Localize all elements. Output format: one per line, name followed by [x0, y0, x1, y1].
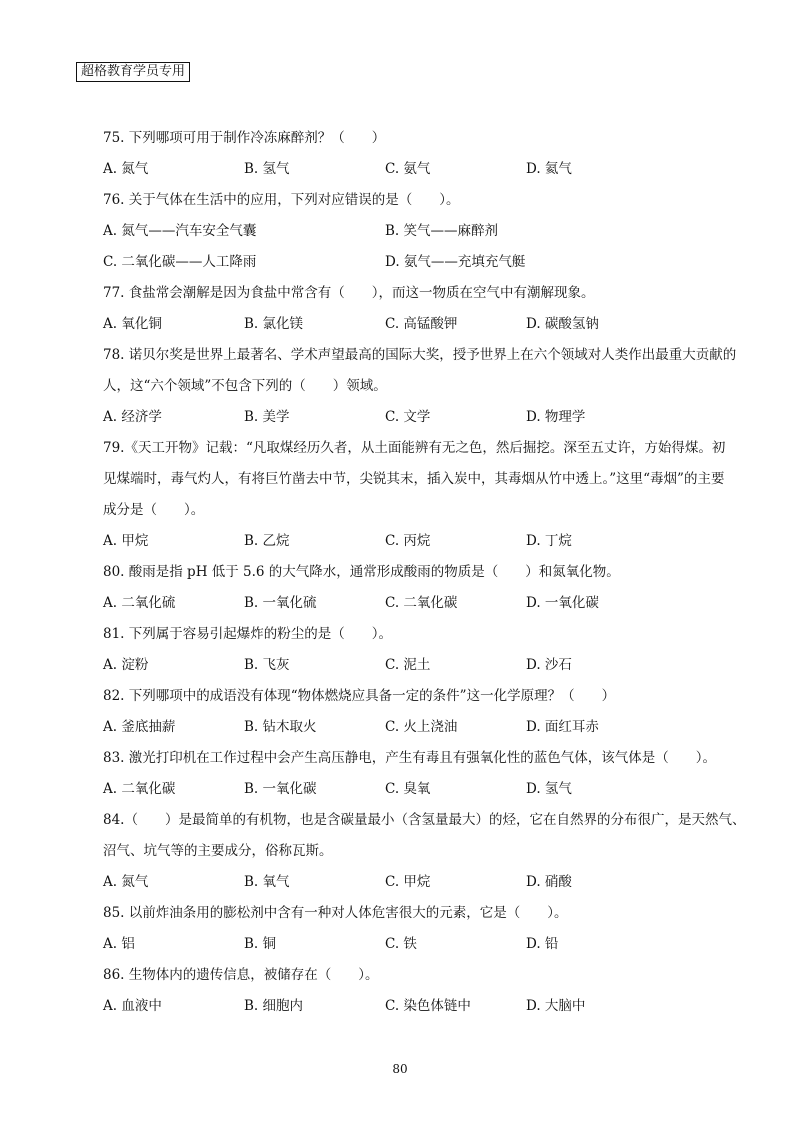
- question-stem: 83. 激光打印机在工作过程中会产生高压静电，产生有毒且有强氧化性的蓝色气体，该气体是（ ）。: [103, 750, 717, 766]
- option: D. 铅: [526, 936, 559, 952]
- option: A. 铝: [103, 936, 135, 952]
- option: D. 硝酸: [526, 874, 572, 890]
- option: C. 铁: [385, 936, 417, 952]
- question-list: [103, 128, 746, 1027]
- question-stem-line: 见煤端时，毒气灼人，有将巨竹凿去中节，尖锐其末，插入炭中，其毒烟从竹中透上。”这里“毒烟”的主要: [103, 471, 725, 487]
- option: B. 氯化镁: [244, 316, 304, 332]
- option: B. 钻木取火: [244, 719, 317, 735]
- page-number: 80: [392, 1062, 408, 1076]
- question-stem: 76. 关于气体在生活中的应用，下列对应错误的是（ ）。: [103, 192, 460, 208]
- option: B. 乙烷: [244, 533, 290, 549]
- option: D. 一氧化碳: [526, 595, 599, 611]
- option: A. 釜底抽薪: [103, 719, 176, 735]
- option: A. 淀粉: [103, 657, 149, 673]
- option: A. 二氧化碳: [103, 781, 176, 797]
- question-stem-line: 人，这“六个领域”不包含下列的（ ）领域。: [103, 378, 387, 394]
- option: B. 一氧化碳: [244, 781, 317, 797]
- option: A. 血液中: [103, 998, 162, 1014]
- option: D. 氨气——充填充气艇: [385, 254, 526, 270]
- option: D. 氢气: [526, 781, 572, 797]
- question-stem-line: 沼气、坑气等的主要成分，俗称瓦斯。: [103, 843, 333, 859]
- option: D. 沙石: [526, 657, 572, 673]
- option: D. 面红耳赤: [526, 719, 599, 735]
- option: B. 铜: [244, 936, 277, 952]
- option: D. 物理学: [526, 409, 586, 425]
- option: C. 火上浇油: [385, 719, 458, 735]
- question-options: [103, 407, 723, 427]
- option: C. 文学: [385, 409, 431, 425]
- option: C. 臭氧: [385, 781, 431, 797]
- option: C. 泥土: [385, 657, 431, 673]
- option: A. 氮气: [103, 161, 149, 177]
- option: A. 氮气——汽车安全气囊: [103, 223, 257, 239]
- option: D. 丁烷: [526, 533, 572, 549]
- question-options: [103, 593, 723, 613]
- question-stem: 80. 酸雨是指 pH 低于 5.6 的大气降水，通常形成酸雨的物质是（ ）和氮氧化物。: [103, 564, 620, 580]
- question-options: [103, 655, 723, 675]
- option: D. 大脑中: [526, 998, 586, 1014]
- question-stem: 75. 下列哪项可用于制作冷冻麻醉剂？（ ）: [103, 130, 386, 146]
- option: B. 笑气——麻醉剂: [385, 223, 499, 239]
- option: C. 染色体链中: [385, 998, 471, 1014]
- option: D. 氦气: [526, 161, 572, 177]
- option: A. 氧化铜: [103, 316, 162, 332]
- question-stem: 86. 生物体内的遗传信息，被储存在（ ）。: [103, 967, 379, 983]
- option: A. 氮气: [103, 874, 149, 890]
- option: B. 氢气: [244, 161, 290, 177]
- question-stem-line: 成分是（ ）。: [103, 502, 205, 518]
- option: B. 一氧化硫: [244, 595, 317, 611]
- option: B. 细胞内: [244, 998, 304, 1014]
- question-options: [103, 934, 723, 954]
- question-stem: 77. 食盐常会潮解是因为食盐中常含有（ ），而这一物质在空气中有潮解现象。: [103, 285, 595, 301]
- question-options: [103, 779, 723, 799]
- question-stem-line: 79.《天工开物》记载：“凡取煤经历久者，从土面能辨有无之色，然后掘挖。深至五丈许，方始得煤。初: [103, 440, 726, 456]
- option: A. 甲烷: [103, 533, 149, 549]
- option: B. 美学: [244, 409, 290, 425]
- question-options: [103, 717, 723, 737]
- question-options: [103, 221, 723, 241]
- question-stem: 81. 下列属于容易引起爆炸的粉尘的是（ ）。: [103, 626, 393, 642]
- question-stem-line: 84.（ ）是最简单的有机物，也是含碳量最小（含氢量最大）的烃，它在自然界的分布很广，是天然气、: [103, 812, 746, 828]
- question-options: [103, 531, 723, 551]
- option: C. 氨气: [385, 161, 431, 177]
- header-label: 超格教育学员专用: [76, 62, 190, 82]
- question-options: [103, 996, 723, 1016]
- option: C. 丙烷: [385, 533, 431, 549]
- question-options: [103, 314, 723, 334]
- question-options: [103, 159, 723, 179]
- question-stem-line: 78. 诺贝尔奖是世界上最著名、学术声望最高的国际大奖，授予世界上在六个领域对人类作出最重大贡献的: [103, 347, 737, 363]
- option: C. 二氧化碳: [385, 595, 458, 611]
- option: B. 氧气: [244, 874, 290, 890]
- option: B. 飞灰: [244, 657, 290, 673]
- option: C. 二氧化碳——人工降雨: [103, 254, 257, 270]
- question-options: [103, 252, 723, 272]
- option: C. 甲烷: [385, 874, 431, 890]
- option: D. 碳酸氢钠: [526, 316, 599, 332]
- question-stem: 82. 下列哪项中的成语没有体现“物体燃烧应具备一定的条件”这一化学原理？（ ）: [103, 688, 616, 704]
- question-stem: 85. 以前炸油条用的膨松剂中含有一种对人体危害很大的元素，它是（ ）。: [103, 905, 568, 921]
- option: C. 高锰酸钾: [385, 316, 458, 332]
- option: A. 二氧化硫: [103, 595, 176, 611]
- question-options: [103, 872, 723, 892]
- option: A. 经济学: [103, 409, 162, 425]
